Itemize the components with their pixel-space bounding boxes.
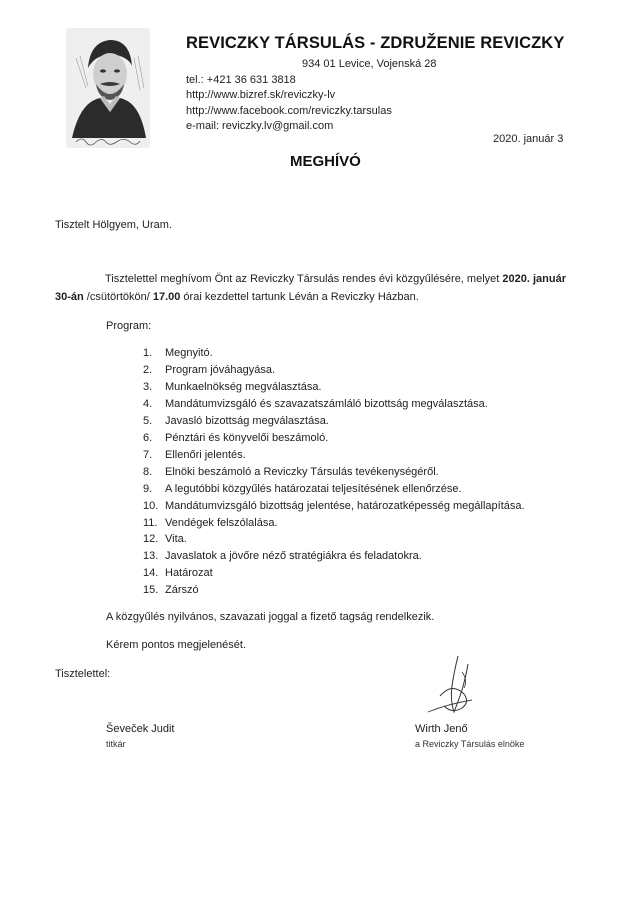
list-item [143, 345, 525, 362]
list-item-number: 13. [143, 550, 159, 563]
contact-website[interactable]: http://www.bizref.sk/reviczky-lv [186, 89, 336, 102]
contact-phone: tel.: +421 36 631 3818 [186, 74, 296, 86]
list-item-text: Vendégek felszólalása. [165, 516, 278, 529]
list-item-text: Megnyitó. [165, 347, 213, 359]
list-item [143, 548, 525, 565]
list-item-number: 14. [143, 567, 159, 580]
list-item-text: Pénztári és könyvelői beszámoló. [165, 431, 329, 444]
list-item-number: 3. [143, 380, 153, 393]
list-item [143, 447, 525, 464]
list-item-number: 1. [143, 347, 153, 359]
list-item-number: 10. [143, 499, 159, 512]
list-item-text: Elnöki beszámoló a Reviczky Társulás tevékenységéről. [165, 465, 439, 478]
document-title: MEGHÍVÓ [290, 153, 361, 170]
list-item [143, 565, 525, 582]
president-name: Wirth Jenő [415, 723, 468, 735]
list-item-number: 11. [143, 516, 158, 529]
public-meeting-note: A közgyűlés nyilvános, szavazati joggal a fizető tagság rendelkezik. [106, 611, 435, 623]
list-item [143, 515, 525, 532]
body-text-1: Tisztelettel meghívom Önt az Reviczky Társulás rendes évi közgyűlésére, melyet [105, 273, 503, 285]
portrait-autograph-icon [74, 134, 142, 146]
contact-email[interactable]: e-mail: reviczky.lv@gmail.com [186, 120, 334, 133]
list-item-number: 5. [143, 414, 153, 427]
list-item [143, 430, 525, 447]
program-label: Program: [106, 320, 152, 332]
program-list [143, 345, 525, 599]
list-item [143, 481, 525, 498]
body-text-3: órai kezdettel tartunk Léván a Reviczky Házban. [180, 291, 419, 303]
list-item-number: 2. [143, 363, 153, 376]
contact-block [186, 73, 392, 135]
meeting-date: 2020. január 30-án [55, 273, 566, 303]
list-item-number: 7. [143, 448, 153, 461]
list-item-number: 6. [143, 431, 153, 444]
president-role: a Reviczky Társulás elnöke [415, 739, 525, 749]
list-item-text: Mandátumvizsgáló bizottság jelentése, határozatképesség megállapítása. [165, 499, 525, 512]
attendance-note: Kérem pontos megjelenését. [106, 639, 247, 651]
list-item [143, 464, 525, 481]
list-item [143, 362, 525, 379]
list-item-number: 8. [143, 465, 153, 478]
list-item-text: Javasló bizottság megválasztása. [165, 414, 329, 427]
meeting-time: 17.00 [152, 291, 181, 303]
list-item [143, 582, 525, 599]
portrait-image [66, 28, 150, 148]
list-item-number: 9. [143, 482, 153, 495]
list-item-text: Munkaelnökség megválasztása. [165, 380, 322, 393]
list-item-text: Vita. [165, 533, 187, 546]
list-item [143, 498, 525, 515]
secretary-name: Ševeček Judit [106, 723, 175, 735]
body-text-2: /csütörtökön/ [83, 291, 153, 303]
list-item [143, 413, 525, 430]
list-item-number: 15. [143, 584, 159, 597]
list-item [143, 379, 525, 396]
list-item-text: Határozat [165, 567, 213, 580]
salutation: Tisztelt Hölgyem, Uram. [55, 219, 172, 231]
list-item-text: Program jóváhagyása. [165, 363, 276, 376]
secretary-role: titkár [106, 739, 126, 749]
list-item-number: 4. [143, 397, 153, 410]
org-title: REVICZKY TÁRSULÁS - ZDRUŽENIE REVICZKY [186, 34, 565, 52]
list-item [143, 531, 525, 548]
handwritten-signature-icon [418, 652, 488, 722]
letter-date: 2020. január 3 [493, 133, 564, 145]
body-paragraph [55, 270, 575, 306]
contact-facebook[interactable]: http://www.facebook.com/reviczky.tarsulas [186, 104, 392, 117]
org-address: 934 01 Levice, Vojenská 28 [302, 58, 437, 70]
list-item-text: A legutóbbi közgyűlés határozatai teljesítésének ellenőrzése. [165, 482, 462, 495]
closing-phrase: Tisztelettel: [55, 668, 111, 680]
list-item-text: Javaslatok a jövőre néző stratégiákra és feladatokra. [165, 550, 422, 563]
list-item-text: Mandátumvizsgáló és szavazatszámláló bizottság megválasztása. [165, 397, 488, 410]
list-item-text: Zárszó [165, 584, 199, 597]
list-item-number: 12. [143, 533, 159, 546]
list-item [143, 396, 525, 413]
list-item-text: Ellenőri jelentés. [165, 448, 246, 461]
